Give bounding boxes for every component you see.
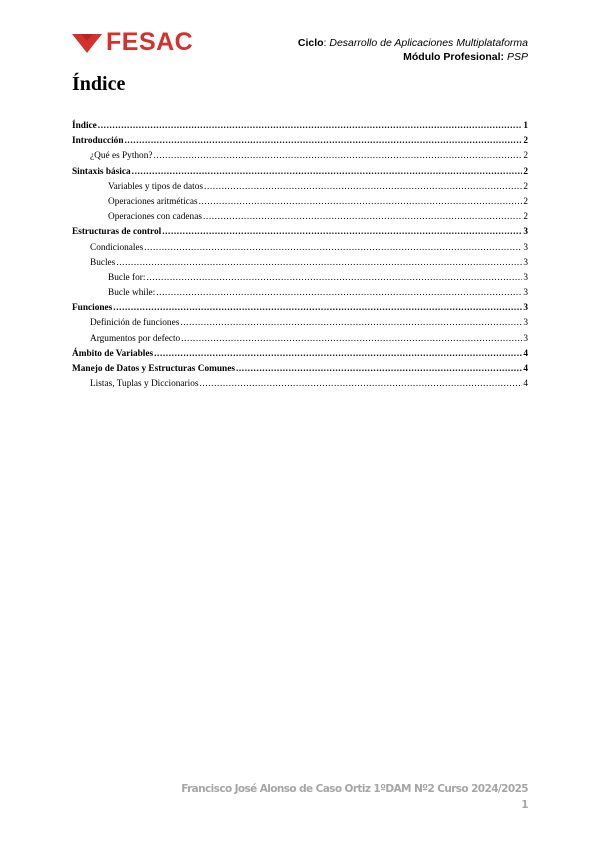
toc-leader-dots — [203, 212, 522, 222]
toc-leader-dots — [153, 151, 522, 161]
toc-entry-page: 2 — [523, 166, 528, 177]
page-footer — [181, 781, 528, 813]
modulo-value: PSP — [506, 51, 528, 63]
toc-entry-title: Bucle for: — [108, 272, 146, 283]
toc-entry[interactable] — [72, 151, 528, 166]
toc-entry-title: Definición de funciones — [90, 318, 180, 329]
toc-entry-page: 3 — [523, 288, 528, 299]
toc-entry[interactable] — [72, 182, 528, 197]
document-header — [298, 36, 528, 64]
brand-name: FESAC — [106, 28, 194, 56]
ciclo-label: Ciclo — [297, 37, 324, 49]
toc-entry-title: Operaciones aritméticas — [108, 196, 198, 207]
toc-entry-title: Estructuras de control — [72, 227, 162, 238]
modulo-line — [298, 50, 528, 64]
toc-entry-page: 3 — [523, 227, 528, 238]
toc-leader-dots — [132, 167, 523, 177]
toc-entry-page: 4 — [523, 348, 528, 359]
toc-leader-dots — [144, 243, 522, 253]
toc-entry-title: Sintaxis básica — [72, 166, 131, 177]
brand-logo — [72, 30, 193, 55]
toc-entry-page: 3 — [523, 303, 528, 314]
toc-entry-page: 3 — [523, 242, 528, 253]
toc-entry[interactable] — [72, 227, 528, 242]
toc-entry[interactable] — [72, 258, 528, 273]
toc-entry-page: 2 — [523, 212, 528, 223]
toc-leader-dots — [199, 197, 523, 207]
toc-entry-page: 2 — [523, 151, 528, 162]
toc-entry-page: 2 — [523, 196, 528, 207]
toc-entry-page: 3 — [523, 333, 528, 344]
toc-entry[interactable] — [72, 349, 528, 364]
toc-entry-page: 3 — [523, 272, 528, 283]
table-of-contents — [72, 121, 528, 394]
toc-entry-title: Introducción — [72, 136, 124, 147]
toc-leader-dots — [204, 182, 522, 192]
ciclo-line: Ciclo: Desarrollo de Aplicaciones Multiplataforma — [297, 37, 528, 49]
toc-leader-dots — [162, 227, 522, 237]
toc-entry[interactable] — [72, 288, 528, 303]
toc-entry-page: 1 — [523, 121, 528, 131]
toc-entry-title: Funciones — [72, 303, 113, 314]
ciclo-value: Desarrollo de Aplicaciones Multiplataforma — [329, 37, 528, 49]
toc-entry-title: Bucle while: — [108, 288, 156, 299]
toc-entry[interactable] — [72, 121, 528, 136]
toc-entry-title: Manejo de Datos y Estructuras Comunes — [72, 364, 235, 374]
toc-entry-page: 3 — [523, 257, 528, 268]
toc-entry[interactable] — [72, 379, 528, 394]
toc-leader-dots — [156, 288, 522, 298]
toc-leader-dots — [125, 136, 523, 146]
toc-entry-title: Ámbito de Variables — [72, 348, 154, 359]
toc-leader-dots — [199, 379, 522, 389]
toc-leader-dots — [146, 273, 522, 283]
toc-entry[interactable] — [72, 197, 528, 212]
modulo-label: Módulo Profesional: — [403, 51, 505, 63]
toc-entry[interactable] — [72, 212, 528, 227]
toc-entry-page: 4 — [523, 379, 528, 390]
toc-entry-title: Variables y tipos de datos — [108, 181, 204, 192]
toc-entry-title: Listas, Tuplas y Diccionarios — [90, 379, 199, 390]
toc-entry-title: Condicionales — [90, 242, 144, 253]
footer-author: Francisco José Alonso de Caso Ortiz 1ºDAM Nº2 Curso 2024/2025 — [181, 783, 528, 795]
toc-entry[interactable] — [72, 318, 528, 333]
page-title: Índice — [72, 73, 126, 95]
toc-entry[interactable] — [72, 273, 528, 288]
toc-entry-title: ¿Qué es Python? — [90, 151, 153, 162]
toc-entry-title: Bucles — [90, 257, 116, 268]
toc-leader-dots — [181, 334, 522, 344]
toc-entry[interactable] — [72, 243, 528, 258]
toc-leader-dots — [113, 303, 522, 313]
toc-entry[interactable] — [72, 334, 528, 349]
toc-entry-title: Argumentos por defecto — [90, 333, 181, 344]
toc-entry[interactable] — [72, 167, 528, 182]
toc-leader-dots — [116, 258, 522, 268]
toc-entry[interactable] — [72, 364, 528, 379]
toc-leader-dots — [236, 364, 522, 374]
toc-entry-title: Operaciones con cadenas — [108, 212, 202, 223]
toc-entry-page: 2 — [523, 181, 528, 192]
toc-leader-dots — [180, 318, 522, 328]
toc-leader-dots — [154, 349, 522, 359]
toc-entry-page: 3 — [523, 318, 528, 329]
toc-leader-dots — [98, 121, 523, 131]
toc-entry-page: 4 — [523, 364, 528, 374]
toc-entry-page: 2 — [523, 136, 528, 147]
footer-page-number: 1 — [521, 799, 528, 811]
toc-entry-title: Índice — [72, 121, 97, 131]
toc-entry[interactable] — [72, 303, 528, 318]
fesac-shield-icon — [72, 32, 102, 54]
toc-entry[interactable] — [72, 136, 528, 151]
